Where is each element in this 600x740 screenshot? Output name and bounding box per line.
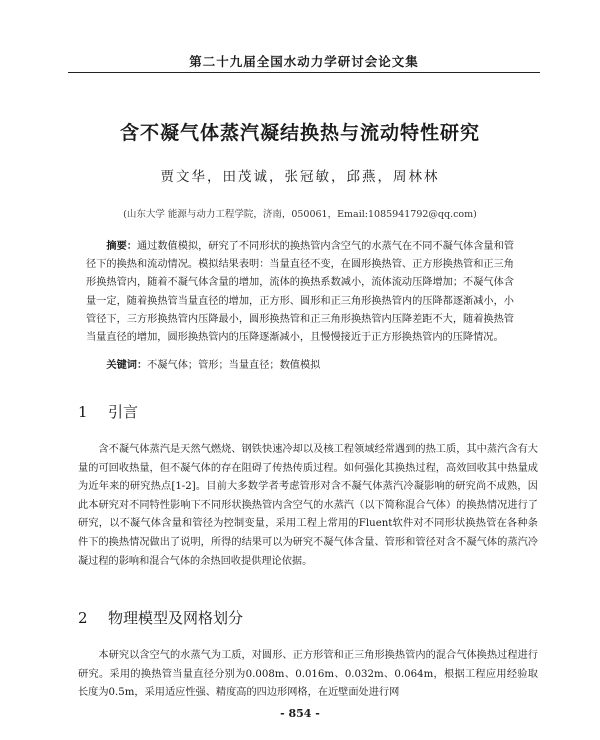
keywords-text: 不凝气体；管形；当量直径；数值模拟 bbox=[147, 360, 321, 371]
affiliation: (山东大学 能源与动力工程学院，济南，050061，Email:1085941792@qq.com) bbox=[123, 209, 477, 220]
running-head: 第二十九届全国水动力学研讨会论文集 bbox=[189, 54, 419, 69]
keywords bbox=[86, 357, 514, 375]
introduction-paragraph: 含不凝气体蒸汽是天然气燃烧、钢铁快速冷却以及核工程领域经常遇到的热工质，其中蒸汽含有大量的可回收热量，但不凝气体的存在阻碍了传热传质过程。如何强化其换热过程，高效回收其中热量成为近年来的研究热点[1-2]。目前大多数学者考虑管形对含不凝气体蒸汽冷凝影响的研究尚不成熟，因此本研究对不同特性影响下不同形状换热管内含空气的水蒸汽（以下简称混合气体）的换热情况进行了研究，以不凝气体含量和管径为控制变量，采用工程上常用的Fluent软件对不同形状换热管在各种条件下的换热情况做出了说明，所得的结果可以为研究不凝气体含量、管形和管径对含不凝气体的蒸汽冷凝过程的影响和混合气体的余热回收提供理论依据。 bbox=[78, 444, 538, 567]
section-heading-introduction bbox=[78, 401, 138, 422]
physical-model-paragraph: 本研究以含空气的水蒸气为工质，对圆形、正方形管和正三角形换热管内的混合气体换热过程进行研究。采用的换热管当量直径分别为0.008m、0.016m、0.032m、0.064m，根据工程应用经验取长度为0.5m，采用适应性强、精度高的四边形网格，在近壁面处进行网 bbox=[78, 650, 538, 699]
authors: 贾文华，田茂诚，张冠敏，邱燕，周林林 bbox=[160, 169, 440, 185]
abstract-label: 摘要： bbox=[106, 241, 137, 252]
section-number: 1 bbox=[78, 403, 88, 421]
abstract-text: 通过数值模拟，研究了不同形状的换热管内含空气的水蒸气在不同不凝气体含量和管径下的换热和流动情况。模拟结果表明：当量直径不变，在圆形换热管、正方形换热管和正三角形换热管内，随着不凝气体含量的增加，流体的换热系数减小，流体流动压降增加；不凝气体含量一定，随着换热管当量直径的增加，正方形、圆形和正三角形换热管内的压降都逐渐减小，小管径下，三方形换热管内压降最小，圆形换热管和正三角形换热管内压降差距不大，随着换热管当量直径的增加，圆形换热管内的压降逐渐减小，且慢慢接近于正方形换热管内的压降情况。 bbox=[86, 241, 515, 344]
abstract bbox=[86, 238, 514, 347]
paper-title: 含不凝气体蒸汽凝结换热与流动特性研究 bbox=[119, 122, 480, 144]
page-number: - 854 - bbox=[280, 707, 320, 720]
keywords-label: 关键词： bbox=[106, 360, 148, 371]
section-title: 引言 bbox=[108, 403, 139, 421]
section-title: 物理模型及网格划分 bbox=[108, 609, 244, 627]
section-number: 2 bbox=[78, 609, 88, 627]
section-heading-physical-model bbox=[78, 607, 243, 628]
header-rule bbox=[68, 72, 540, 73]
